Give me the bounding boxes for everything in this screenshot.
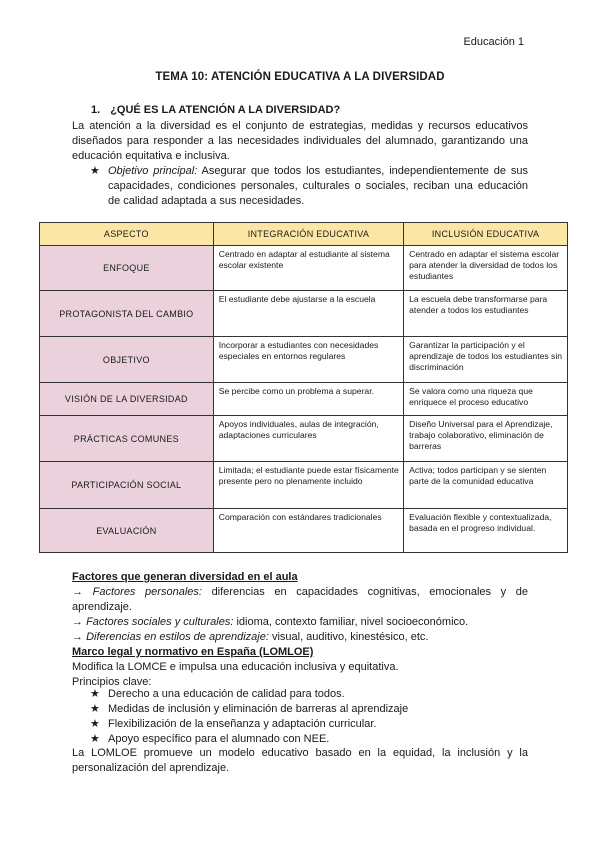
star-bullet-icon: ★ (90, 733, 100, 745)
header-integracion: INTEGRACIÓN EDUCATIVA (213, 223, 403, 246)
integracion-cell: Centrado en adaptar al estudiante al sistema escolar existente (213, 246, 403, 291)
integracion-cell: Limitada; el estudiante puede estar físicamente presente pero no plenamente incluido (213, 462, 403, 509)
integracion-cell: El estudiante debe ajustarse a la escuela (213, 291, 403, 337)
principle-text: Flexibilización de la enseñanza y adaptación curricular. (108, 718, 377, 730)
principle-text: Medidas de inclusión y eliminación de barreras al aprendizaje (108, 703, 409, 715)
table-row (40, 291, 568, 337)
factors-section (72, 570, 528, 690)
factor-label: Factores sociales y culturales: (86, 616, 234, 628)
integracion-cell: Incorporar a estudiantes con necesidades especiales en entornos regulares (213, 337, 403, 383)
legal-intro: Modifica la LOMCE e impulsa una educación inclusiva y equitativa. (72, 661, 399, 673)
principles-label: Principios clave: (72, 676, 152, 688)
factor-text: idioma, contexto familiar, nivel socioeconómico. (233, 616, 469, 628)
objective-label: Objetivo principal: (108, 165, 198, 177)
aspect-cell: EVALUACIÓN (40, 509, 214, 553)
star-bullet-icon: ★ (90, 688, 100, 700)
table-header-row (40, 223, 568, 246)
integracion-cell: Apoyos individuales, aulas de integración, adaptaciones curriculares (213, 416, 403, 462)
factor-label: Factores personales: (92, 586, 202, 598)
table-row (40, 337, 568, 383)
integracion-cell: Comparación con estándares tradicionales (213, 509, 403, 553)
table-row (40, 246, 568, 291)
integracion-cell: Se percibe como un problema a superar. (213, 383, 403, 416)
section-heading-text: ¿QUÉ ES LA ATENCIÓN A LA DIVERSIDAD? (110, 104, 341, 116)
factor-item (72, 615, 528, 630)
star-bullet-icon: ★ (90, 703, 100, 715)
star-bullet-icon: ★ (90, 718, 100, 730)
factors-heading: Factores que generan diversidad en el aula (72, 571, 298, 583)
factor-text: diferencias en capacidades cognitivas, emocionales y de aprendizaje. (72, 586, 529, 613)
principles-list (90, 687, 408, 747)
comparison-table (39, 222, 568, 553)
aspect-cell: ENFOQUE (40, 246, 214, 291)
star-bullet-icon: ★ (90, 165, 100, 177)
factor-label: Diferencias en estilos de aprendizaje: (86, 631, 269, 643)
inclusion-cell: Evaluación flexible y contextualizada, basada en el progreso individual. (404, 509, 568, 553)
page-header-label: Educación 1 (463, 36, 524, 48)
arrow-icon: → (72, 616, 83, 628)
factor-item (72, 585, 528, 615)
table-row (40, 416, 568, 462)
objective-text (90, 164, 528, 209)
arrow-icon: → (72, 631, 83, 643)
inclusion-cell: Se valora como una riqueza que enriquece el proceso educativo (404, 383, 568, 416)
aspect-cell: PROTAGONISTA DEL CAMBIO (40, 291, 214, 337)
principle-text: Derecho a una educación de calidad para todos. (108, 688, 345, 700)
objective-body: Asegurar que todos los estudiantes, independientemente de sus capacidades, condiciones personales, culturales o sociales, reciban una educación de calidad adaptada a sus necesidades. (108, 165, 528, 207)
inclusion-cell: Activa; todos participan y se sienten parte de la comunidad educativa (404, 462, 568, 509)
table-row (40, 462, 568, 509)
aspect-cell: OBJETIVO (40, 337, 214, 383)
list-item (90, 687, 408, 702)
document-title: TEMA 10: ATENCIÓN EDUCATIVA A LA DIVERSIDAD (155, 71, 445, 83)
inclusion-cell: La escuela debe transformarse para atender a todos los estudiantes (404, 291, 568, 337)
inclusion-cell: Garantizar la participación y el aprendizaje de todos los estudiantes sin discriminación (404, 337, 568, 383)
factor-item (72, 630, 528, 645)
list-item (90, 702, 408, 717)
section-number: 1. (91, 104, 101, 116)
principle-text: Apoyo específico para el alumnado con NEE. (108, 733, 330, 745)
factor-text: visual, auditivo, kinestésico, etc. (268, 631, 429, 643)
aspect-cell: PRÁCTICAS COMUNES (40, 416, 214, 462)
inclusion-cell: Diseño Universal para el Aprendizaje, trabajo colaborativo, eliminación de barreras (404, 416, 568, 462)
table-row (40, 383, 568, 416)
legal-heading: Marco legal y normativo en España (LOMLOE) (72, 646, 314, 658)
conclusion-paragraph: La LOMLOE promueve un modelo educativo basado en la equidad, la inclusión y la personalización del aprendizaje. (72, 747, 528, 774)
aspect-cell: PARTICIPACIÓN SOCIAL (40, 462, 214, 509)
table-row (40, 509, 568, 553)
intro-paragraph: La atención a la diversidad es el conjunto de estrategias, medidas y recursos educativos diseñados para responder a las necesidades individuales del alumnado, garantizando una educación equitativa e inclusiva. (72, 120, 528, 162)
list-item (90, 732, 408, 747)
objective-bullet (90, 164, 528, 209)
list-item (90, 717, 408, 732)
arrow-icon: → (72, 586, 83, 598)
aspect-cell: VISIÓN DE LA DIVERSIDAD (40, 383, 214, 416)
header-aspecto: ASPECTO (40, 223, 214, 246)
inclusion-cell: Centrado en adaptar el sistema escolar para atender la diversidad de todos los estudiantes (404, 246, 568, 291)
section-heading (91, 104, 340, 116)
header-inclusion: INCLUSIÓN EDUCATIVA (404, 223, 568, 246)
